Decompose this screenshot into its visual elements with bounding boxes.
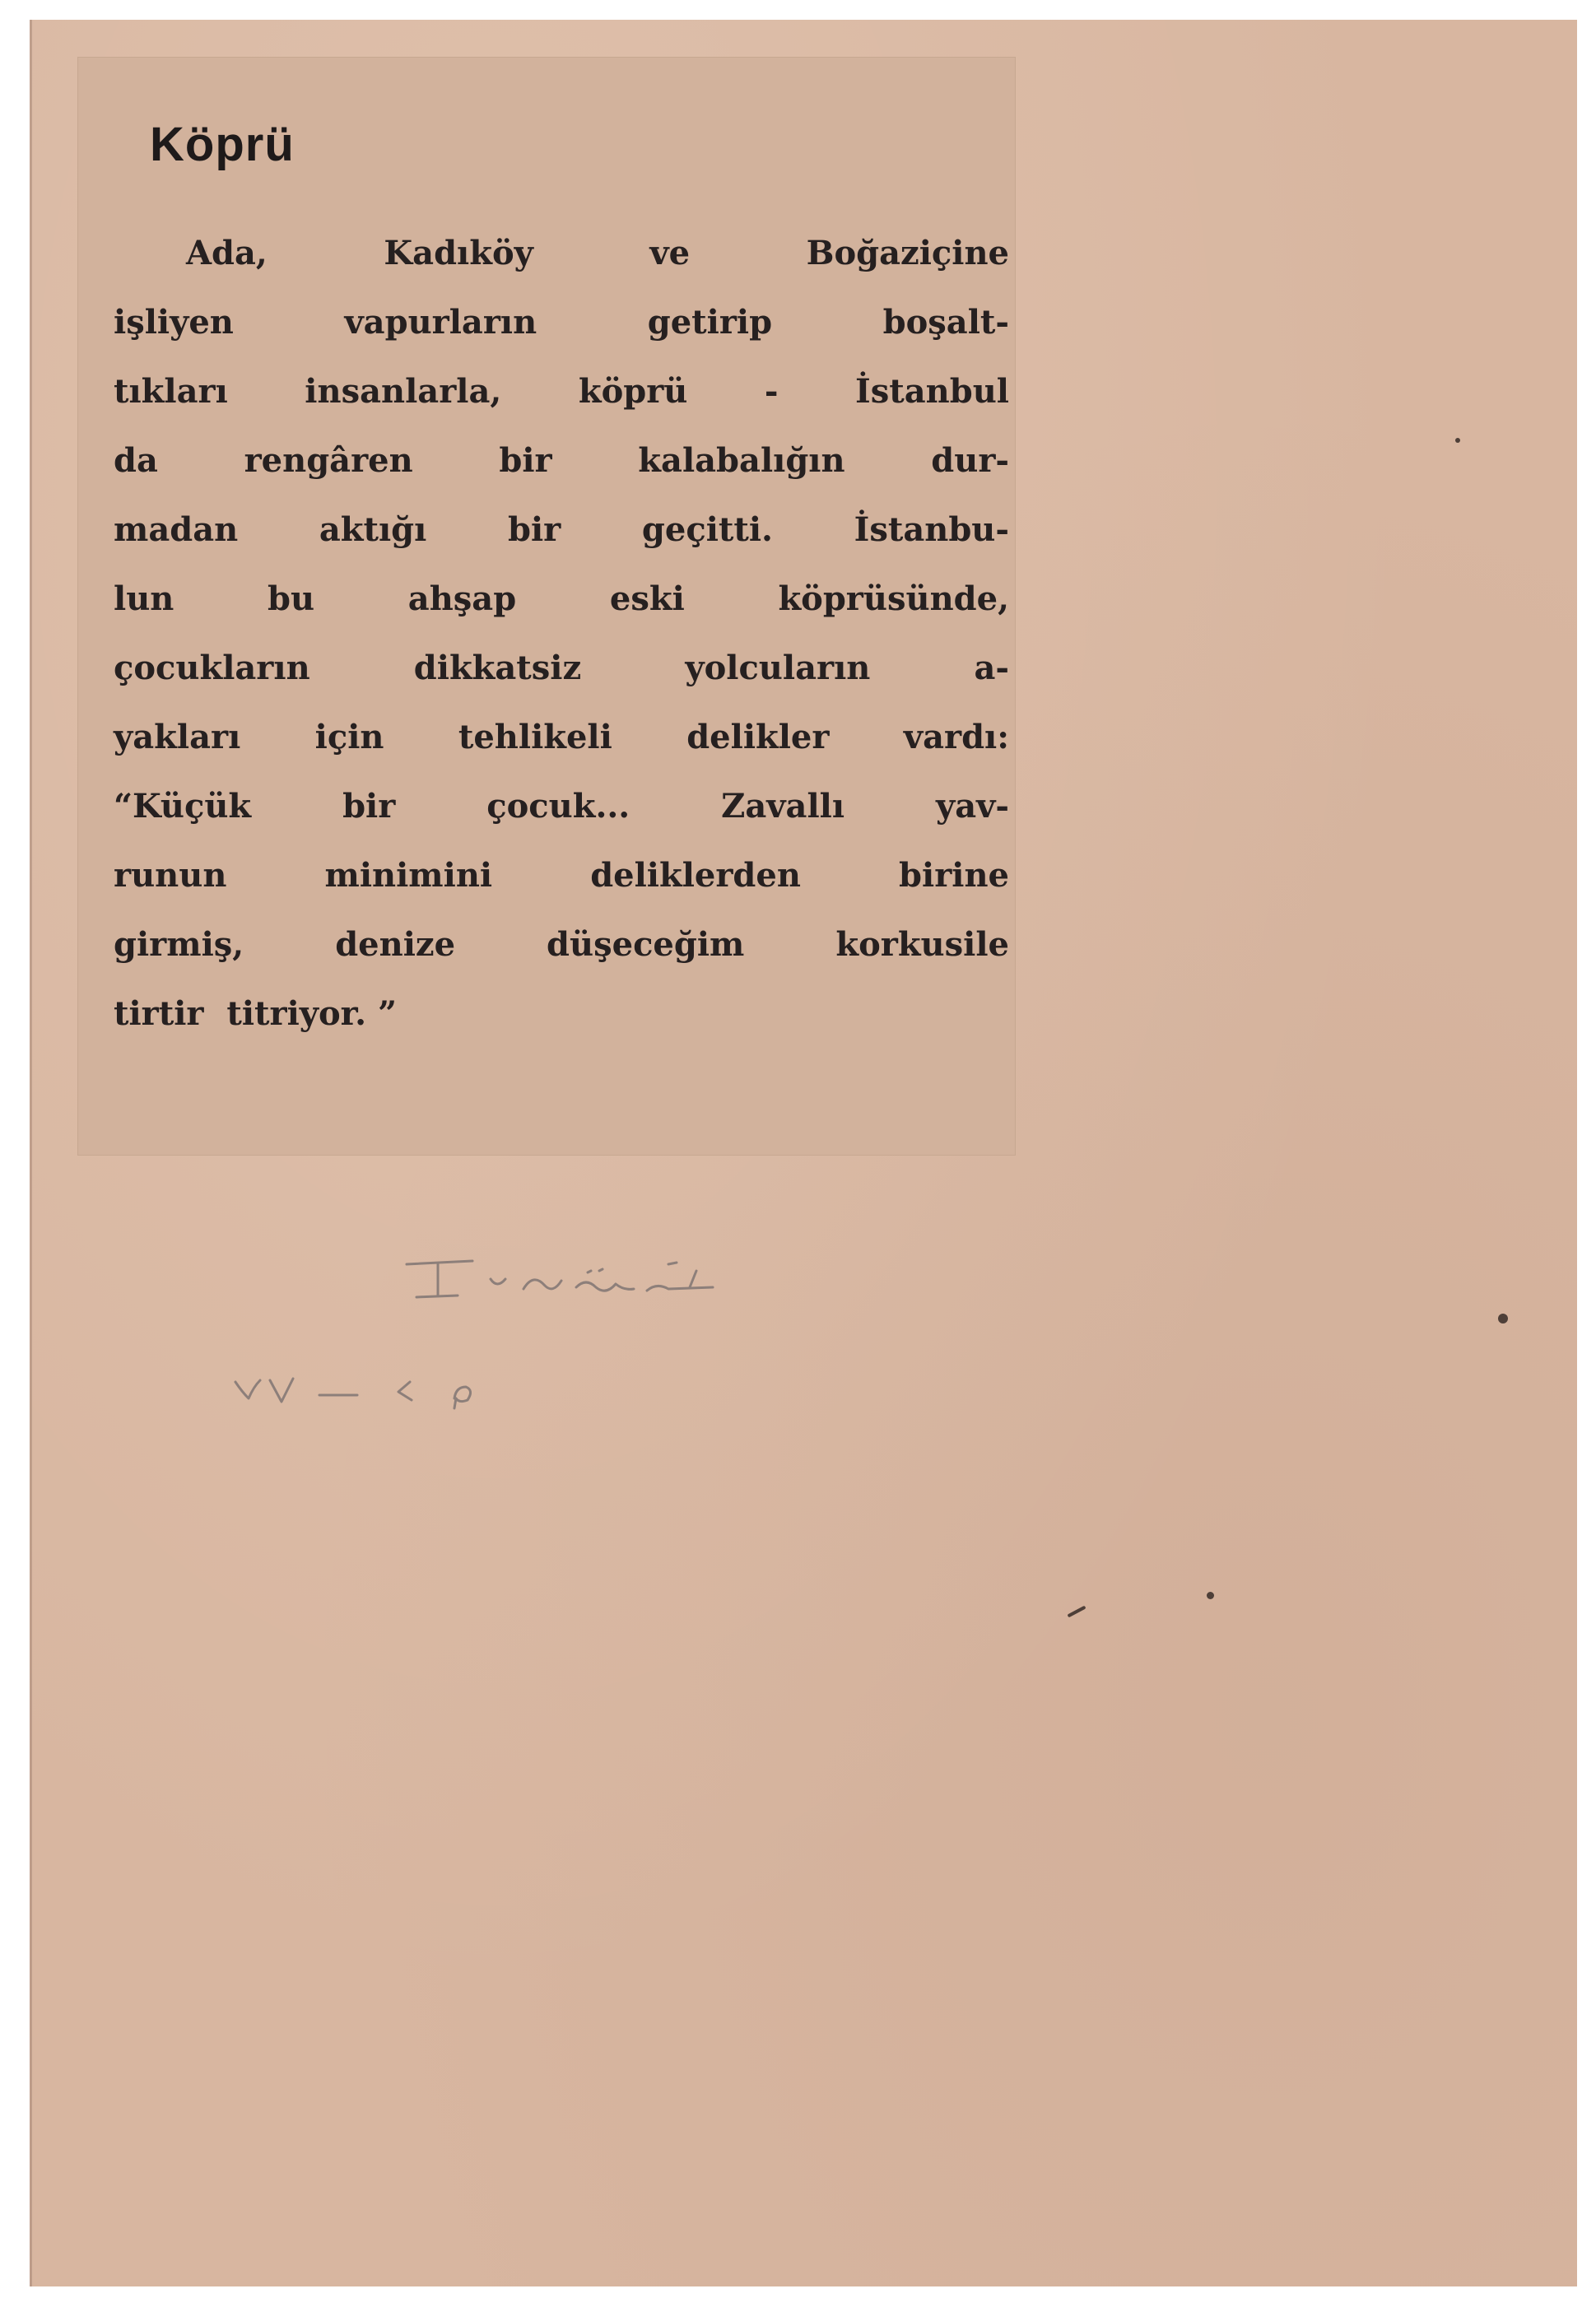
clipping-line-8: yakları için tehlikeli delikler vardı: [114, 718, 1009, 756]
clipping-line-2: işliyen vapurların getirip boşalt- [114, 303, 1009, 342]
clipping-body [114, 219, 1009, 1049]
clipping-line-4: da rengâren bir kalabalığın dur- [114, 441, 1009, 480]
clipping-line-10: runun minimini deliklerden birine [114, 856, 1009, 895]
clipping-line-3: tıkları insanlarla, köprü - İstanbul [114, 372, 1009, 411]
paper-speck [1067, 1606, 1086, 1618]
clipping-line-7: çocukların dikkatsiz yolcuların a- [114, 649, 1009, 687]
clipping-line-11: girmiş, denize düşeceğim korkusile [114, 925, 1009, 964]
paper-speck [1455, 438, 1460, 443]
clipping-title: Köprü [150, 118, 295, 171]
clipping-line-6: lun bu ahşap eski köprüsünde, [114, 579, 1009, 618]
handwritten-date [227, 1357, 523, 1448]
sheet-edge [30, 20, 32, 2286]
clipping-line-1: Ada, Kadıköy ve Boğaziçine [186, 234, 1009, 272]
paper-speck [1207, 1592, 1214, 1599]
clipping-line-9: “Küçük bir çocuk... Zavallı yav- [114, 787, 1009, 826]
clipping-line-5: madan aktığı bir geçitti. İstanbu- [114, 510, 1009, 549]
paper-speck [1498, 1314, 1508, 1323]
clipping-line-12: tirtir titriyor. ” [114, 994, 397, 1033]
paper-sheet [30, 20, 1577, 2286]
